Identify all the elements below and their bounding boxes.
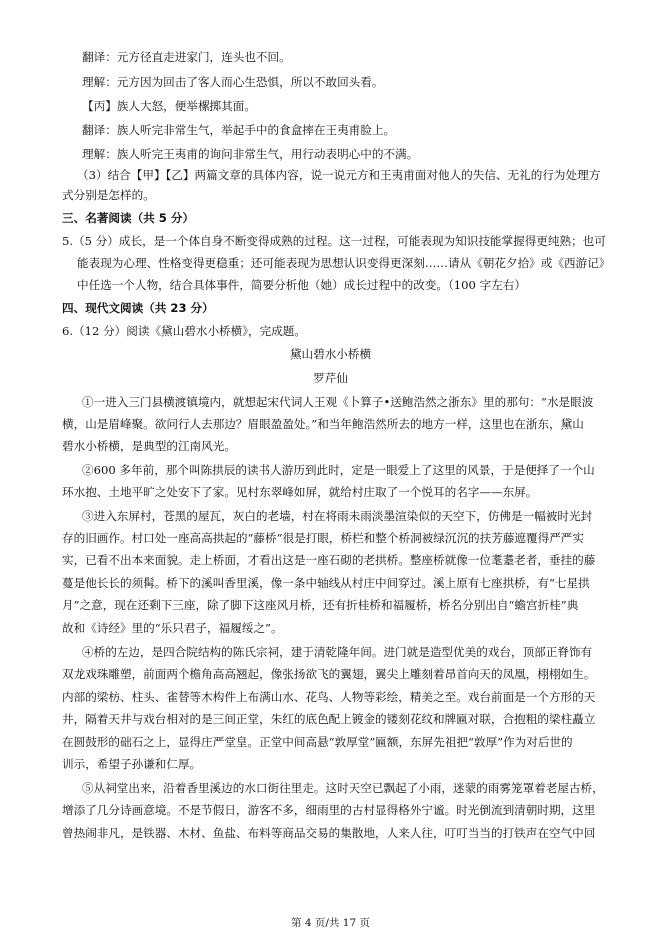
- question-line: 式分别是怎样的。: [62, 188, 155, 202]
- paragraph-line: ①一进入三门县横渡镇境内，就想起宋代词人王观《卜算子•送鲍浩然之浙东》里的那句：“水是眼波: [82, 395, 594, 409]
- question-line: 5.（5 分）成长，是一个体自身不断变得成熟的过程。这一过程，可能表现为知识技能掌握得更纯熟；也可: [62, 234, 606, 248]
- paragraph-line: ③进入东屏村，苍黑的屋瓦，灰白的老墙，村在将雨未雨淡墨渲染似的天空下，仿佛是一幅被时光封: [82, 509, 593, 523]
- paragraph-line: 井，隔着天井与戏台相对的是三间正堂，朱红的底色配上镀金的镂刻花纹和牌匾对联，合抱粗的梁柱矗立: [62, 712, 596, 726]
- paragraph-line: 环水抱、土地平旷之处安下了家。见村东翠峰如屏，就给村庄取了一个悦耳的名字——东屏。: [62, 485, 538, 499]
- section-heading: 四、现代文阅读（共 23 分）: [62, 301, 214, 315]
- paragraph-line: 存的旧画作。村口处一座高高拱起的“藤桥”很是打眼，桥栏和整个桥洞被绿沉沉的扶芳藤遮覆得严严实: [62, 531, 584, 545]
- question-line: （3）结合【甲】【乙】两篇文章的具体内容，说一说元方和王夷甫面对他人的失信、无礼的行为处理方: [77, 168, 601, 182]
- page-footer: 第 4 页/共 17 页: [291, 917, 370, 929]
- paragraph-line: 双龙戏珠雕塑，前面两个檐角高高翘起，像张扬欲飞的翼翅，翼尖上雕刻着昂首向天的凤凰，栩栩如生。: [62, 667, 596, 681]
- paragraph-line: 故和《诗经》里的“乐只君子，福履绥之”。: [62, 621, 283, 635]
- paragraph-line: 碧水小桥横，是典型的江南风光。: [62, 439, 236, 453]
- source-line: 【丙】族人大怒，便举樏掷其面。: [82, 99, 256, 113]
- paragraph-line: 曾热闹非凡，是铁器、木材、鱼盐、布料等商品交易的集散地，人来人往，叮叮当当的打铁声在空气中回: [62, 826, 596, 840]
- paragraph-line: 实，已看不出本来面貌。走上桥面，才看出这是一座石砌的老拱桥。整座桥就像一位耄耋老者，垂挂的藤: [62, 553, 596, 567]
- paragraph-line: 蔓是他长长的须髯。桥下的溪叫香里溪，像一条中轴线从村庄中间穿过。溪上原有七座拱桥，有“七星拱: [62, 576, 590, 590]
- question-line: 6.（12 分）阅读《黛山碧水小桥横》，完成题。: [62, 324, 306, 338]
- translation-line: 翻译：元方径直走进家门，连头也不回。: [82, 50, 291, 64]
- paragraph-line: 月”之意，现在还剩下三座，除了脚下这座风月桥，还有折桂桥和福履桥，桥名分别出自“蟾宫折桂”典: [62, 598, 579, 612]
- paragraph-line: 训示，希望子孙谦和仁厚。: [62, 757, 202, 771]
- section-heading: 三、名著阅读（共 5 分）: [62, 211, 195, 225]
- paragraph-line: 横，山是眉峰聚。欲问行人去那边？眉眼盈盈处。”和当年鲍浩然所去的地方一样，这里也在浙东，黛山: [62, 417, 584, 431]
- question-line: 能表现为心理、性格变得更稳重；还可能表现为思想认识变得更深刻……请从《朝花夕拾》或《西游记》: [77, 256, 611, 270]
- paragraph-line: 内部的梁枋、柱头、雀替等木构件上布满山水、花鸟、人物等彩绘，精美之至。戏台前面是一个方形的天: [62, 690, 596, 704]
- paragraph-line: ④桥的左边，是四合院结构的陈氏宗祠，建于清乾隆年间。进门就是造型优美的戏台，顶部正脊饰有: [82, 645, 593, 659]
- article-author: 罗芹仙: [313, 371, 348, 385]
- understanding-line: 理解：族人听完王夷甫的询问非常生气，用行动表明心中的不满。: [82, 147, 419, 161]
- translation-line: 翻译：族人听完非常生气，举起手中的食盒摔在王夷甫脸上。: [82, 123, 396, 137]
- paragraph-line: 增添了几分诗画意境。不是节假日，游客不多，细雨里的古村显得格外宁谧。时光倒流到清朝时期，这里: [62, 803, 596, 817]
- understanding-line: 理解：元方因为回击了客人而心生恐惧，所以不敢回头看。: [82, 75, 384, 89]
- paragraph-line: 在圆鼓形的础石之上，显得庄严堂皇。正堂中间高悬“敦厚堂”匾额，东屏先祖把“敦厚”作为对后世的: [62, 735, 573, 749]
- paragraph-line: ⑤从祠堂出来，沿着香里溪边的水口街往里走。这时天空已飘起了小雨，迷蒙的雨雾笼罩着老屋古桥，: [82, 781, 604, 795]
- paragraph-line: ②600 多年前，那个叫陈拱辰的读书人游历到此时，定是一眼爱上了这里的风景，于是便择了一个山: [82, 463, 595, 477]
- article-title: 黛山碧水小桥横: [289, 347, 372, 361]
- question-line: 中任选一个人物，结合具体事件，简要分析他（她）成长过程中的改变。（100 字左右）: [77, 278, 526, 292]
